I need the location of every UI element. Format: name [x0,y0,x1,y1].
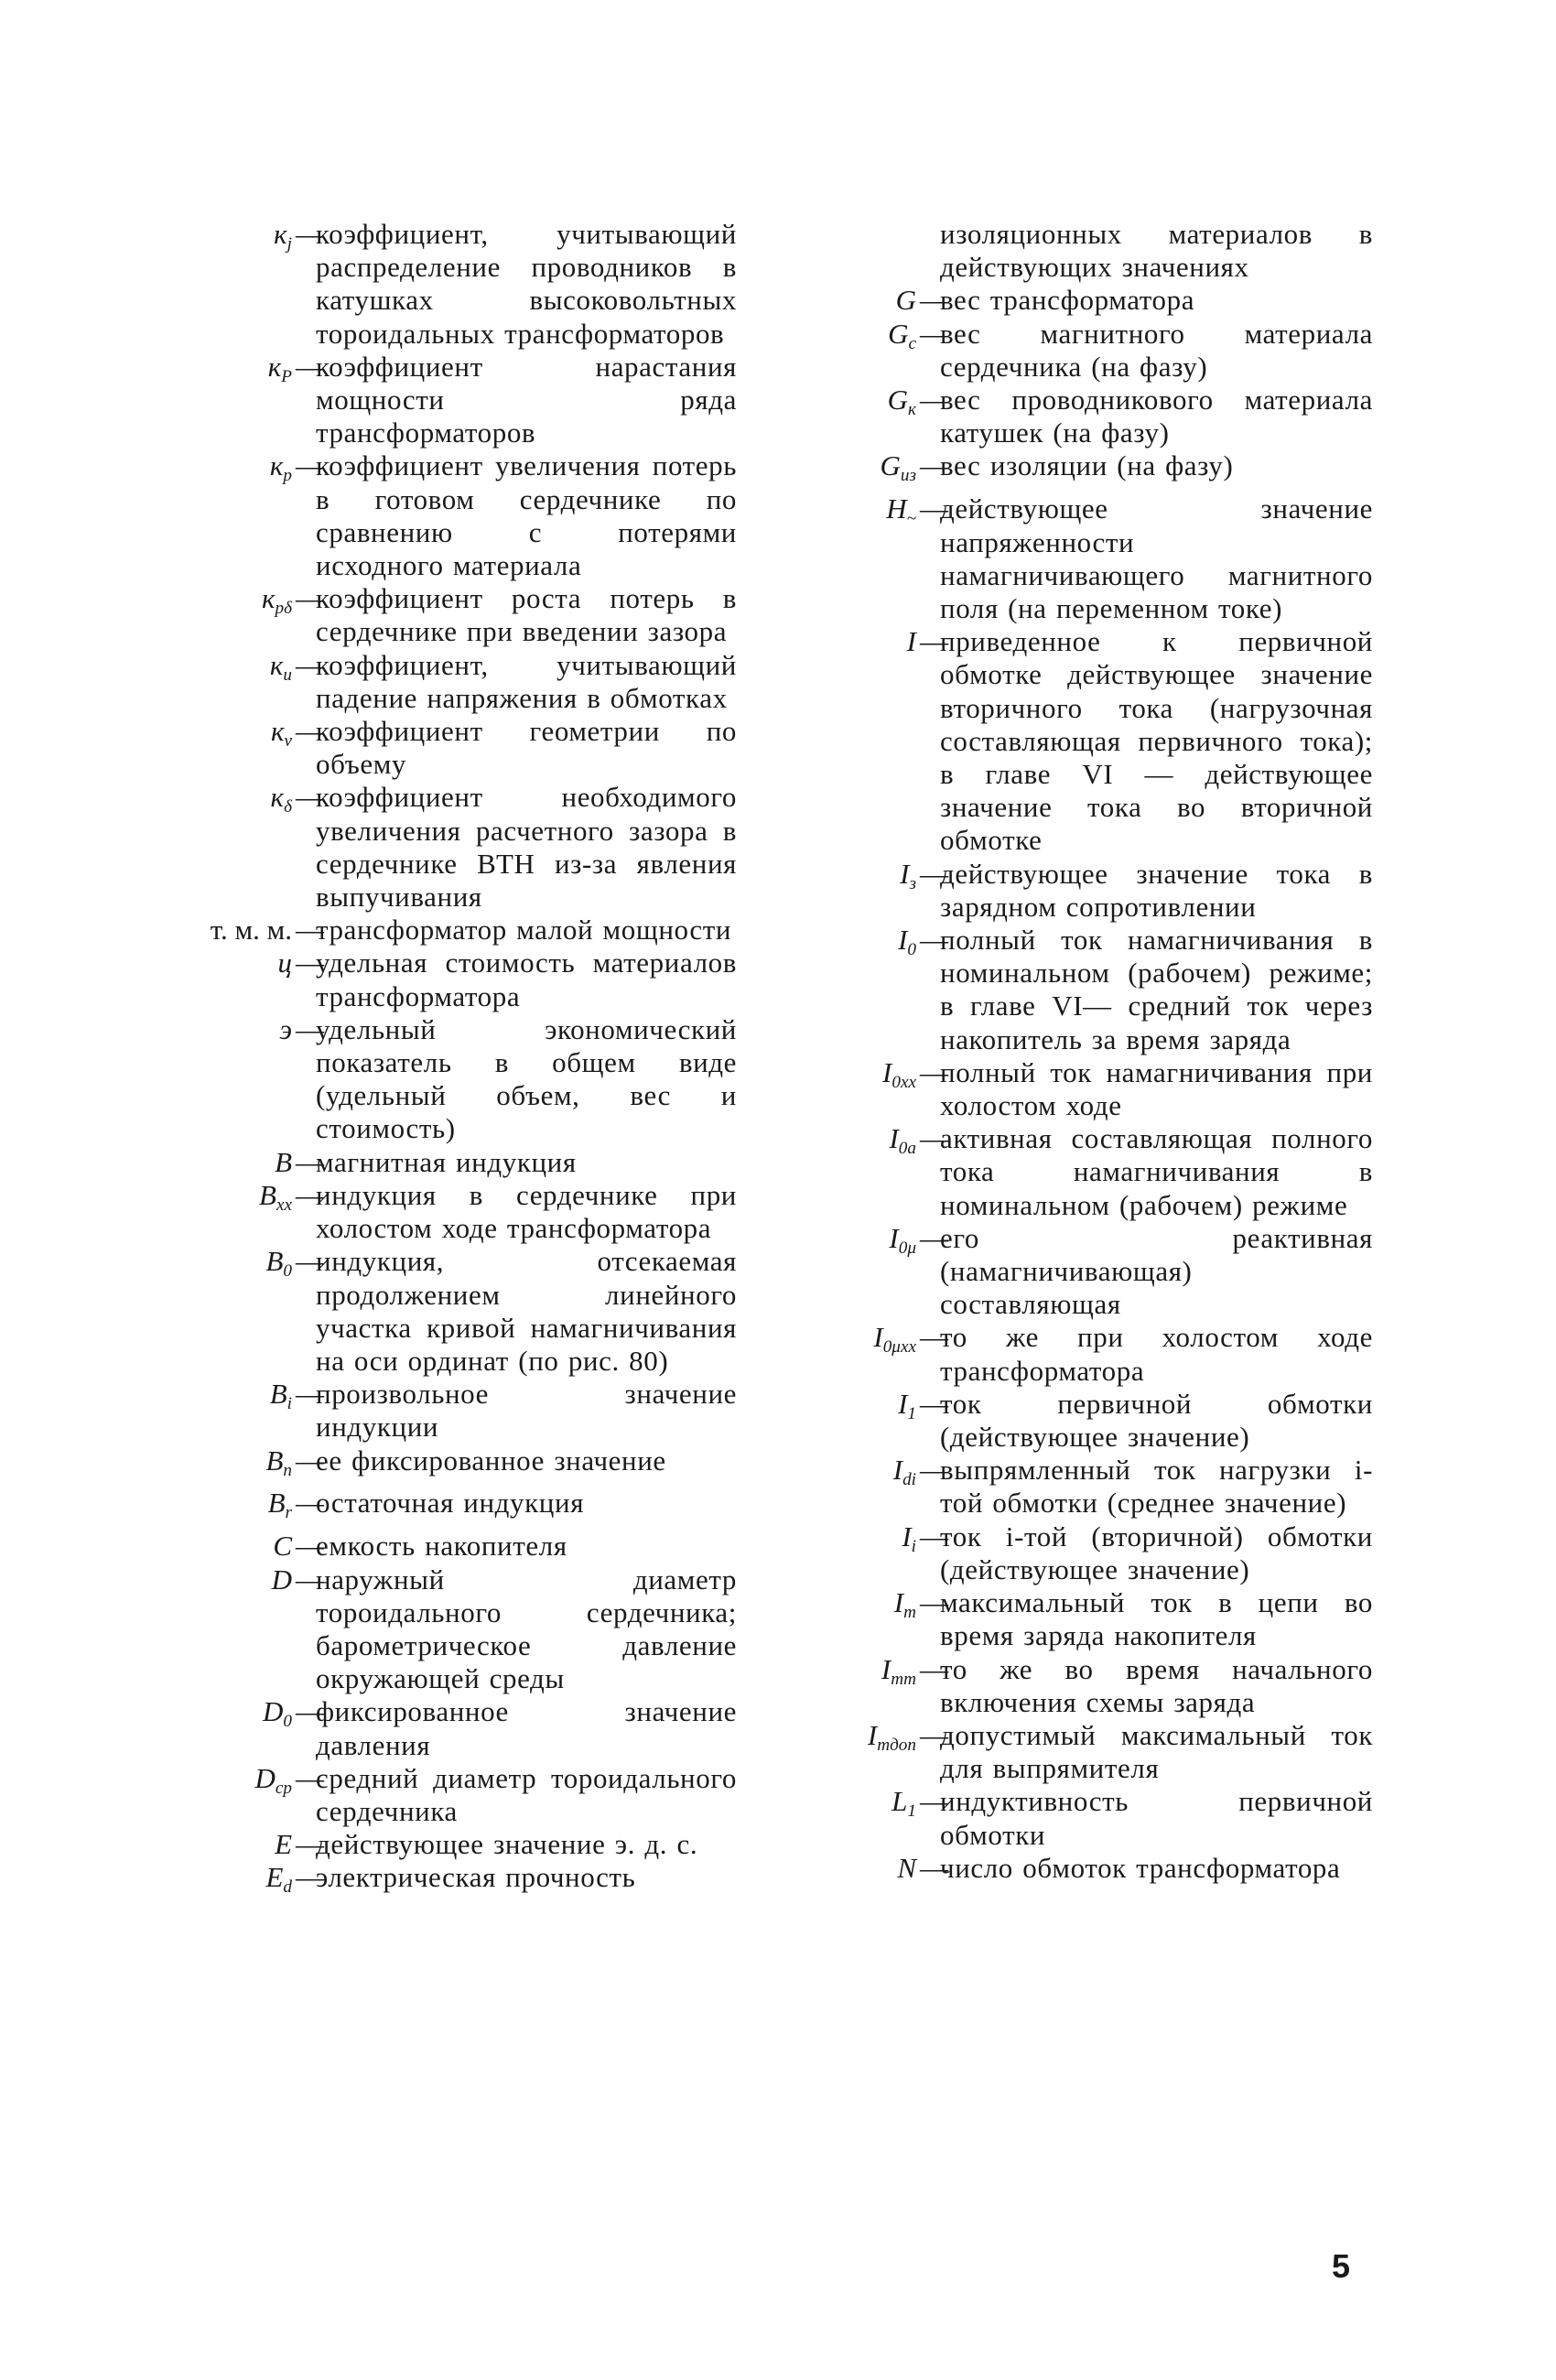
symbol-subscript: d [283,1877,292,1898]
entry-dash: — [296,1378,324,1411]
entry-dash: — [296,1828,324,1861]
glossary-entry [783,318,1373,384]
symbol-base: B [265,1444,284,1477]
entry-dash: — [296,218,324,250]
entry-dash: — [920,1851,948,1884]
entry-symbol [783,284,916,317]
symbol-base: к [270,781,285,814]
symbol-base: D [271,1563,292,1596]
glossary-entry [783,384,1373,449]
symbol-subscript: pδ [275,599,292,618]
symbol-subscript: к [908,399,916,419]
symbol-base: к [270,715,285,748]
entry-definition: удельная стоимость материалов трансформатора [316,947,737,1012]
symbol-base: I [893,1586,904,1619]
entry-symbol [197,1563,292,1596]
symbol-base: I [902,1520,912,1552]
entry-symbol [783,1719,916,1762]
entry-dash: — [296,1530,324,1563]
entry-dash: — [920,284,948,317]
entry-symbol [783,318,916,361]
entry-symbol [783,625,916,658]
glossary-entry [783,1222,1373,1322]
symbol-subscript: n [283,1460,292,1480]
glossary-entry [197,1146,737,1179]
entry-symbol [197,449,292,492]
entry-symbol [197,781,292,824]
glossary-entry [783,492,1373,625]
entry-symbol [783,858,916,901]
entry-definition: то же при холостом ходе трансформатора [940,1321,1373,1387]
symbol-base: I [889,1221,899,1254]
entry-dash: — [920,1122,948,1155]
entry-symbol [197,649,292,692]
symbol-subscript: v [284,730,292,751]
symbol-subscript: mm [891,1669,916,1689]
glossary-entry [783,284,1373,317]
glossary-entry [783,1586,1373,1652]
symbol-subscript: p [283,466,292,486]
entry-dash: — [296,1563,324,1596]
entry-dash: — [920,384,948,416]
symbol-base: G [887,384,909,416]
entry-dash: — [296,914,324,947]
symbol-subscript: mдоп [877,1735,916,1755]
entry-symbol [197,1762,292,1805]
entry-dash: — [296,1487,324,1520]
entry-definition: коэффициент, учитывающий распределение проводников в катушках высоковольтных тороидальных трансформаторов [316,218,737,350]
entry-symbol [197,1146,292,1179]
entry-symbol [197,1179,292,1222]
symbol-base: к [269,449,284,482]
symbol-subscript: 0xx [891,1072,916,1092]
entry-symbol [197,1444,292,1488]
entry-dash: — [296,715,324,748]
entry-dash: — [920,449,948,482]
entry-definition: коэффициент нарастания мощности ряда трансформаторов [316,350,737,449]
symbol-base: L [891,1785,908,1818]
symbol-base: G [888,317,909,350]
entry-definition: индуктивность первичной обмотки [940,1785,1373,1851]
glossary-entry [783,625,1373,857]
symbol-base: I [889,1122,899,1155]
symbol-subscript: j [286,233,292,254]
glossary-entry [197,649,737,715]
entry-dash: — [296,781,324,814]
symbol-base: I [867,1718,878,1751]
glossary-entry [197,1695,737,1761]
symbol-base: B [275,1145,292,1178]
glossary-entry [783,1321,1373,1387]
symbol-subscript: 1 [907,1403,916,1423]
glossary-entry [197,1530,737,1563]
entry-definition: изоляционных материалов в действующих значениях [940,218,1373,284]
symbol-base: I [892,1454,903,1487]
entry-definition: емкость накопителя [316,1530,567,1563]
entry-definition: фиксированное значение давления [316,1695,737,1761]
entry-symbol [783,1222,916,1265]
entry-symbol [783,1520,916,1563]
symbol-subscript: 0 [283,1712,292,1732]
glossary-entry [197,582,737,648]
entry-definition: коэффициент необходимого увеличения расчетного зазора в сердечнике ВТН из-за явления выпучивания [316,781,737,914]
symbol-subscript: δ [284,797,292,817]
entry-definition: активная составляющая полного тока намагничивания в номинальном (рабочем) режиме [940,1122,1373,1221]
entry-symbol [197,351,292,394]
entry-dash: — [296,1178,324,1211]
entry-dash: — [920,317,948,350]
symbol-base: B [269,1378,287,1411]
entry-definition: вес магнитного материала сердечника (на фазу) [940,317,1373,383]
entry-dash: — [296,1012,324,1045]
entry-definition: остаточная индукция [316,1487,585,1520]
symbol-base: E [265,1861,284,1894]
entry-dash: — [920,1321,948,1354]
entry-dash: — [296,1444,324,1477]
entry-definition: ток первичной обмотки (действующее значение) [940,1387,1373,1454]
glossary-entry [197,715,737,781]
entry-definition: максимальный ток в цепи во время заряда накопителя [940,1586,1373,1652]
entry-symbol [783,1454,916,1497]
entry-dash: — [296,648,324,681]
entry-symbol [197,1828,292,1861]
symbol-subscript: 0a [898,1139,916,1159]
entry-dash: — [296,582,324,615]
glossary-entry [197,914,737,947]
entry-symbol [783,1122,916,1165]
symbol-subscript: u [283,665,292,685]
entry-dash: — [920,1652,948,1685]
symbol-base: I [873,1321,883,1354]
entry-definition: его реактивная (намагничивающая) составляющая [940,1221,1373,1321]
glossary-entry [783,1785,1373,1851]
entry-definition: действующее значение тока в зарядном сопротивлении [940,857,1373,923]
entry-definition: трансформатор малой мощности [316,914,732,947]
symbol-subscript: ~ [906,509,916,529]
symbol-subscript: з [909,873,916,893]
symbol-base: к [261,582,276,615]
symbol-base: G [880,449,901,482]
glossary-entry [197,947,737,1012]
entry-dash: — [296,947,324,979]
symbol-base: G [895,284,916,317]
entry-dash: — [920,1785,948,1818]
symbol-base: B [259,1178,276,1211]
entry-definition: средний диаметр тороидального сердечника [316,1761,737,1828]
entry-definition: индукция в сердечнике при холостом ходе трансформатора [316,1178,737,1245]
entry-symbol [783,1321,916,1364]
entry-symbol [783,924,916,967]
glossary-entry [197,218,737,351]
symbol-subscript: 0μ [898,1238,916,1258]
glossary-entry [783,1122,1373,1222]
entry-symbol [783,384,916,427]
symbol-base: H [886,492,907,525]
symbol-base: D [254,1761,276,1794]
entry-symbol [197,715,292,758]
symbol-base: э [279,1012,292,1045]
entry-definition: коэффициент геометрии по объему [316,715,737,781]
entry-definition: удельный экономический показатель в общем виде (удельный объем, вес и стоимость) [316,1012,737,1145]
entry-definition: допустимый максимальный ток для выпрямителя [940,1718,1373,1785]
symbol-base: I [881,1652,891,1685]
symbol-subscript: c [908,333,916,353]
entry-symbol [783,1653,916,1696]
symbol-base: I [906,625,916,658]
entry-definition: коэффициент роста потерь в сердечнике при введении зазора [316,582,737,648]
symbol-base: т. м. м. [210,914,292,947]
glossary-entry [197,1013,737,1146]
symbol-base: B [267,1487,286,1520]
symbol-base: E [275,1828,292,1861]
entry-dash: — [920,857,948,890]
entry-dash: — [920,1454,948,1487]
entry-definition: то же во время начального включения схемы заряда [940,1652,1373,1718]
glossary-entry [783,1653,1373,1719]
entry-symbol [783,1388,916,1431]
entry-dash: — [920,924,948,957]
entry-symbol [783,449,916,492]
entry-dash: — [296,1695,324,1728]
entry-dash: — [296,350,324,383]
glossary-entry [783,1719,1373,1785]
entry-symbol [197,582,292,625]
entry-definition: индукция, отсекаемая продолжением линейного участка кривой намагничивания на оси ординат (по рис. 80) [316,1245,737,1377]
entry-symbol [197,1487,292,1530]
glossary-entry [783,1852,1373,1885]
entry-definition: вес изоляции (на фазу) [940,449,1234,482]
glossary-entry [197,1563,737,1696]
glossary-entry [197,449,737,582]
glossary-entry [197,1828,737,1861]
entry-definition: действующее значение напряженности намагничивающего магнитного поля (на переменном токе) [940,492,1373,624]
symbol-base: к [267,350,282,383]
symbol-base: D [263,1695,284,1728]
symbol-base: I [882,1055,892,1088]
entry-definition: произвольное значение индукции [316,1378,737,1444]
glossary-entry [197,1487,737,1530]
symbol-subscript: i [911,1536,916,1556]
glossary-entry [783,449,1373,492]
symbol-subscript: m [903,1602,916,1622]
entry-definition: коэффициент увеличения потерь в готовом сердечнике по сравнению с потерями исходного материала [316,449,737,582]
glossary-entry [197,1179,737,1245]
entry-symbol [197,1245,292,1288]
right-column [783,218,1373,1885]
symbol-subscript: ср [275,1778,292,1798]
entry-symbol [197,1695,292,1738]
symbol-base: I [900,857,910,890]
glossary-entry [197,1444,737,1488]
symbol-subscript: di [902,1470,916,1490]
entry-definition: ток i-той (вторичной) обмотки (действующее значение) [940,1520,1373,1585]
symbol-base: к [274,218,287,250]
glossary-entry [783,218,1373,284]
entry-definition: действующее значение э. д. с. [316,1828,698,1861]
entry-dash: — [296,1761,324,1794]
glossary-entry [197,1861,737,1904]
entry-dash: — [920,1586,948,1619]
entry-definition: вес трансформатора [940,284,1195,317]
entry-symbol [197,1378,292,1421]
symbol-subscript: 1 [907,1801,916,1822]
entry-symbol [197,1013,292,1046]
symbol-base: ц [277,947,292,979]
page-number: 5 [1332,2247,1351,2285]
entry-definition: коэффициент, учитывающий падение напряжения в обмотках [316,648,737,714]
glossary-entry [197,781,737,914]
entry-symbol [783,1056,916,1099]
entry-dash: — [296,1861,324,1894]
entry-dash: — [920,1387,948,1420]
symbol-subscript: P [281,366,292,386]
entry-dash: — [296,1145,324,1178]
entry-definition: магнитная индукция [316,1145,577,1178]
entry-symbol [197,1861,292,1904]
glossary-entry [197,1245,737,1378]
symbol-subscript: 0 [907,939,916,959]
entry-symbol [783,1785,916,1828]
symbol-base: C [273,1530,292,1563]
symbol-subscript: r [285,1503,292,1523]
entry-dash: — [920,1055,948,1088]
entry-dash: — [920,1718,948,1751]
entry-symbol [197,218,292,261]
glossary-entry [783,1520,1373,1586]
entry-definition: полный ток намагничивания при холостом ходе [940,1055,1373,1122]
entry-definition: число обмоток трансформатора [940,1851,1341,1884]
entry-symbol [197,1530,292,1563]
left-column [197,218,737,1904]
glossary-entry [783,924,1373,1056]
entry-definition: электрическая прочность [316,1861,636,1894]
symbol-subscript: 0μxx [882,1337,916,1358]
entry-definition: ее фиксированное значение [316,1444,666,1477]
entry-definition: полный ток намагничивания в номинальном (рабочем) режиме; в главе VI— средний ток через накопитель за время заряда [940,924,1373,1055]
entry-symbol [197,947,292,979]
symbol-subscript: 0 [283,1261,292,1282]
glossary-entry [783,1056,1373,1122]
symbol-subscript: из [900,466,916,486]
entry-symbol [783,1586,916,1629]
entry-definition: наружный диаметр тороидального сердечника; барометрическое давление окружающей среды [316,1563,737,1695]
symbol-base: N [897,1851,916,1884]
symbol-base: к [269,648,284,681]
glossary-entry [197,351,737,450]
entry-dash: — [920,1520,948,1552]
entry-dash: — [920,492,948,525]
glossary-entry [783,858,1373,924]
entry-definition: приведенное к первичной обмотке действующее значение вторичного тока (нагрузочная составляющая первичного тока); в главе VI — действующее значение тока во вторичной обмотке [940,625,1373,857]
entry-definition: выпрямленный ток нагрузки i-той обмотки (среднее значение) [940,1454,1373,1520]
glossary-entry [783,1454,1373,1520]
entry-symbol [783,492,916,536]
symbol-subscript: i [286,1393,292,1413]
glossary-entry [197,1762,737,1828]
symbol-base: I [898,924,908,957]
entry-dash: — [296,1245,324,1278]
entry-dash: — [920,1221,948,1254]
entry-dash: — [296,449,324,482]
symbol-base: I [898,1387,908,1420]
symbol-base: B [265,1245,284,1278]
entry-symbol [783,1852,916,1885]
entry-dash: — [920,625,948,658]
entry-symbol [197,914,292,947]
entry-definition: вес проводникового материала катушек (на фазу) [940,384,1373,449]
glossary-entry [197,1378,737,1444]
glossary-entry [783,1388,1373,1454]
symbol-subscript: xx [276,1195,292,1215]
